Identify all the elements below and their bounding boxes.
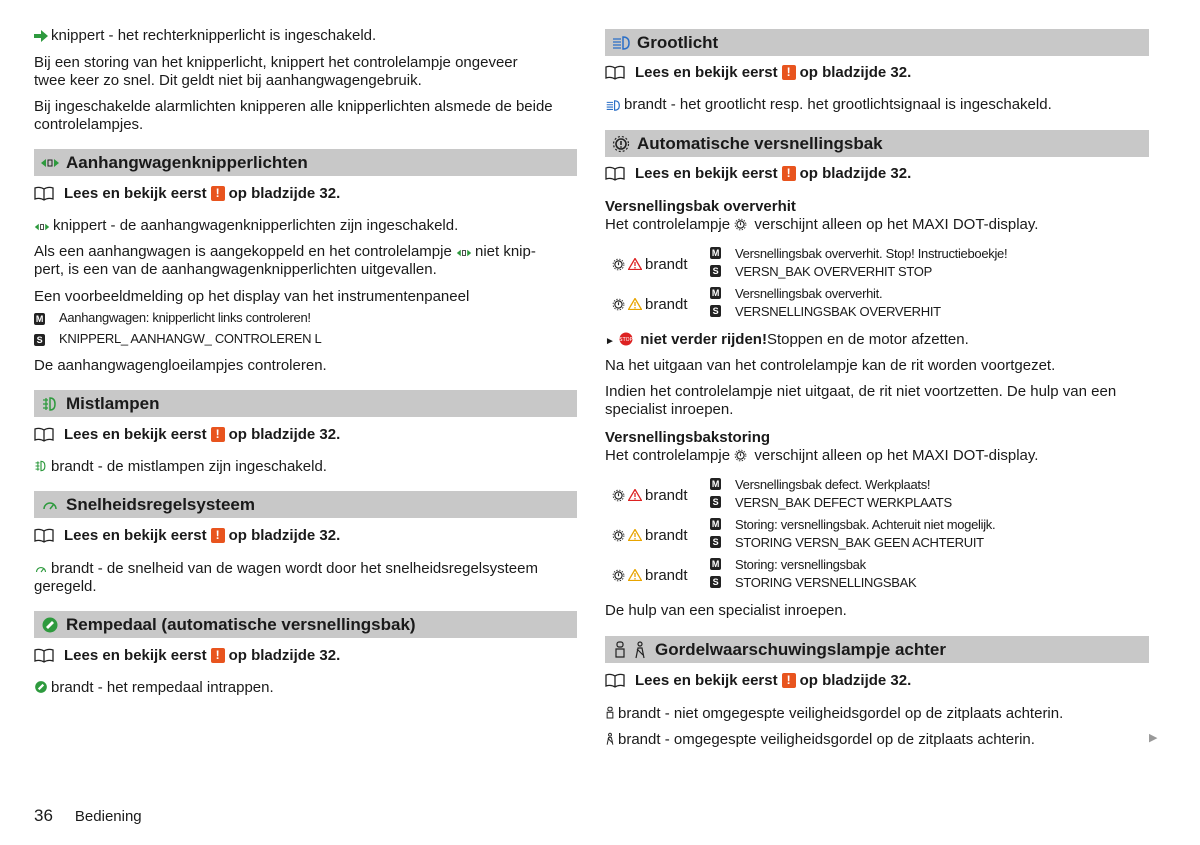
section-header-brake-pedal: [34, 611, 577, 638]
warning-icon: !: [782, 673, 796, 688]
rear-belt-icons: [610, 640, 650, 660]
display-message-segment: S VERSNELLINGSBAK OVERVERHIT: [710, 302, 941, 320]
segment-badge-icon: S: [710, 496, 721, 508]
belt-line-1: brandt - niet omgegespte veiligheidsgordel op de zitplaats achterin.: [605, 705, 1063, 723]
warning-icon: !: [782, 166, 796, 181]
gearbox-icon: [734, 218, 747, 231]
segment-badge-icon: S: [34, 334, 45, 346]
maxidot-badge-icon: M: [711, 519, 720, 529]
display-message-maxidot: M Storing: versnellingsbak: [711, 556, 866, 572]
fog-lamp-icon: [39, 394, 61, 414]
maxidot-badge-icon: M: [711, 248, 720, 258]
segment-badge-icon: S: [710, 305, 721, 317]
display-message-segment: S VERSN_BAK OVERVERHIT STOP: [710, 262, 1007, 280]
segment-badge-icon: S: [710, 576, 721, 588]
belted-person-icon: [633, 641, 647, 659]
display-message-segment: S STORING VERSN_BAK GEEN ACHTERUIT: [710, 533, 995, 551]
message-row: brandt M Storing: versnellingsbak S STORING VERSNELLINGSBAK: [605, 555, 1149, 595]
fault-intro: Het controlelampje verschijnt alleen op het MAXI DOT-display.: [605, 447, 1039, 464]
segment-badge-icon: S: [710, 265, 721, 277]
section-title: Automatische versnellingsbak: [637, 133, 883, 153]
gearbox-icon: [612, 569, 625, 582]
blinker-failure-text: Bij een storing van het knipperlicht, knippert het controlelampje ongeveer twee keer zo snel. Dit geldt niet bij aanhangwagengebruik.: [34, 54, 518, 89]
brake-line: brandt - het rempedaal intrappen.: [34, 679, 274, 697]
section-header-high-beam: [605, 29, 1149, 56]
subheading-overheat: Versnellingsbak oververhit: [605, 198, 796, 215]
cruise-control-icon: [39, 495, 61, 515]
high-beam-icon: [605, 100, 621, 111]
trailer-blink-line: knippert - de aanhangwagenknipperlichten zijn ingeschakeld.: [34, 217, 458, 235]
seat-empty-icon: [613, 641, 627, 659]
stop-instruction: ► STOP niet verder rijden!Stoppen en de motor afzetten.: [605, 331, 969, 348]
display-message-maxidot: M Aanhangwagen: knipperlicht links controleren!: [35, 310, 311, 325]
gearbox-icon: [612, 489, 625, 502]
specialist-text: De hulp van een specialist inroepen.: [605, 602, 847, 619]
stop-sign-icon: [619, 332, 633, 346]
display-message-segment: S VERSN_BAK DEFECT WERKPLAATS: [710, 493, 952, 511]
warning-triangle-red-icon: [628, 258, 642, 270]
display-message-segment: S STORING VERSNELLINGSBAK: [710, 573, 916, 591]
message-row: brandt M Versnellingsbak oververhit. S VERSNELLINGSBAK OVERVERHIT: [605, 284, 1149, 324]
high-beam-line: brandt - het grootlicht resp. het grootlichtsignaal is ingeschakeld.: [605, 96, 1052, 114]
section-name: Bediening: [74, 808, 142, 825]
section-header-auto-gearbox: [605, 130, 1149, 157]
section-header-trailer-blinkers: [34, 149, 577, 176]
read-first-notice: Lees en bekijk eerst ! op bladzijde 32.: [34, 185, 340, 202]
book-icon: [34, 186, 54, 201]
trailer-blinker-icon: [456, 248, 472, 258]
trailer-failure-text: Als een aanhangwagen is aangekoppeld en het controlelampje niet knip- pert, is een van de aanhangwagenknipperlichten uitgevallen.: [34, 243, 536, 278]
trailer-bulbs-text: De aanhangwagengloeilampjes controleren.: [34, 357, 327, 374]
maxidot-badge-icon: M: [711, 559, 720, 569]
example-message-intro: Een voorbeeldmelding op het display van het instrumentenpaneel: [34, 288, 470, 305]
belt-line-2: brandt - omgegespte veiligheidsgordel op de zitplaats achterin.: [605, 731, 1035, 749]
display-message-segment: S KNIPPERL_ AANHANGW_ CONTROLEREN L: [34, 331, 321, 346]
brake-pedal-icon: [34, 680, 48, 694]
section-title: Grootlicht: [637, 32, 719, 52]
read-first-notice: Lees en bekijk eerst ! op bladzijde 32.: [34, 647, 340, 664]
book-icon: [605, 673, 625, 688]
warning-triangle-yellow-icon: [628, 298, 642, 310]
trailer-blinker-icon: [34, 222, 50, 232]
blinker-right-line: knippert - het rechterknipperlicht is ingeschakeld.: [34, 27, 376, 45]
warning-triangle-yellow-icon: [628, 569, 642, 581]
subheading-fault: Versnellingsbakstoring: [605, 429, 771, 446]
seat-empty-icon: [605, 706, 615, 720]
warning-icon: !: [211, 648, 225, 663]
page-number: 36: [34, 806, 53, 825]
next-page-arrow-icon: ▶: [1149, 732, 1158, 744]
segment-badge-icon: S: [710, 536, 721, 548]
after-text-1: Na het uitgaan van het controlelampje kan de rit worden voortgezet.: [605, 357, 1056, 374]
read-first-notice: Lees en bekijk eerst ! op bladzijde 32.: [605, 165, 911, 182]
gearbox-icon: [734, 449, 747, 462]
belted-person-icon: [605, 732, 615, 746]
high-beam-icon: [610, 33, 632, 53]
display-message-maxidot: M Versnellingsbak oververhit.: [711, 285, 883, 301]
warning-triangle-yellow-icon: [628, 529, 642, 541]
warning-icon: !: [211, 528, 225, 543]
after-text-2: Indien het controlelampje niet uitgaat, de rit niet voortzetten. De hulp van een specialist inroepen.: [605, 383, 1117, 418]
hazard-text: Bij ingeschakelde alarmlichten knipperen alle knipperlichten alsmede de beide controlelampjes.: [34, 98, 553, 133]
warning-icon: !: [211, 427, 225, 442]
section-title: Snelheidsregelsysteem: [66, 494, 255, 514]
section-title: Gordelwaarschuwingslampje achter: [655, 639, 946, 659]
warning-icon: !: [211, 186, 225, 201]
gearbox-icon: [612, 258, 625, 271]
maxidot-badge-icon: M: [711, 479, 720, 489]
gearbox-icon: [612, 298, 625, 311]
book-icon: [34, 648, 54, 663]
read-first-notice: Lees en bekijk eerst ! op bladzijde 32.: [34, 426, 340, 443]
maxidot-badge-icon: M: [711, 288, 720, 298]
display-message-maxidot: M Versnellingsbak oververhit. Stop! Instructieboekje!: [711, 245, 1008, 261]
section-title: Rempedaal (automatische versnellingsbak): [66, 614, 416, 634]
fog-lamp-icon: [34, 459, 48, 473]
page-footer: [34, 806, 142, 826]
svg-text:STOP: STOP: [619, 337, 633, 343]
book-icon: [34, 427, 54, 442]
warning-icon: !: [782, 65, 796, 80]
book-icon: [34, 528, 54, 543]
book-icon: [605, 65, 625, 80]
gearbox-icon: [612, 529, 625, 542]
brake-pedal-icon: [39, 615, 61, 635]
read-first-notice: Lees en bekijk eerst ! op bladzijde 32.: [605, 64, 911, 81]
cruise-control-icon: [34, 563, 48, 575]
fog-line: brandt - de mistlampen zijn ingeschakeld.: [34, 458, 327, 476]
read-first-notice: Lees en bekijk eerst ! op bladzijde 32.: [34, 527, 340, 544]
message-row: brandt M Storing: versnellingsbak. Achteruit niet mogelijk. S STORING VERSN_BAK GEEN ACHTERUIT: [605, 515, 1149, 555]
overheat-intro: Het controlelampje verschijnt alleen op het MAXI DOT-display.: [605, 216, 1039, 233]
section-header-fog: [34, 390, 577, 417]
cruise-line: brandt - de snelheid van de wagen wordt door het snelheidsregelsysteem geregeld.: [34, 560, 538, 595]
section-header-cruise: [34, 491, 577, 518]
display-message-maxidot: M Versnellingsbak defect. Werkplaats!: [711, 476, 931, 492]
section-header-rear-belt: [605, 636, 1149, 663]
read-first-notice: Lees en bekijk eerst ! op bladzijde 32.: [605, 672, 911, 689]
gearbox-icon: [610, 134, 632, 154]
warning-triangle-red-icon: [628, 489, 642, 501]
message-row: brandt M Versnellingsbak oververhit. Stop! Instructieboekje! S VERSN_BAK OVERVERHIT STOP: [605, 244, 1149, 284]
arrow-right-green-icon: [34, 30, 48, 42]
maxidot-badge-icon: M: [35, 313, 44, 324]
section-title: Mistlampen: [66, 393, 160, 413]
display-message-maxidot: M Storing: versnellingsbak. Achteruit niet mogelijk.: [711, 516, 996, 532]
trailer-blinker-icon: [39, 153, 61, 173]
book-icon: [605, 166, 625, 181]
triangle-bullet-icon: ►: [605, 336, 615, 347]
section-title: Aanhangwagenknipperlichten: [66, 152, 308, 172]
message-row: brandt M Versnellingsbak defect. Werkplaats! S VERSN_BAK DEFECT WERKPLAATS: [605, 475, 1149, 515]
